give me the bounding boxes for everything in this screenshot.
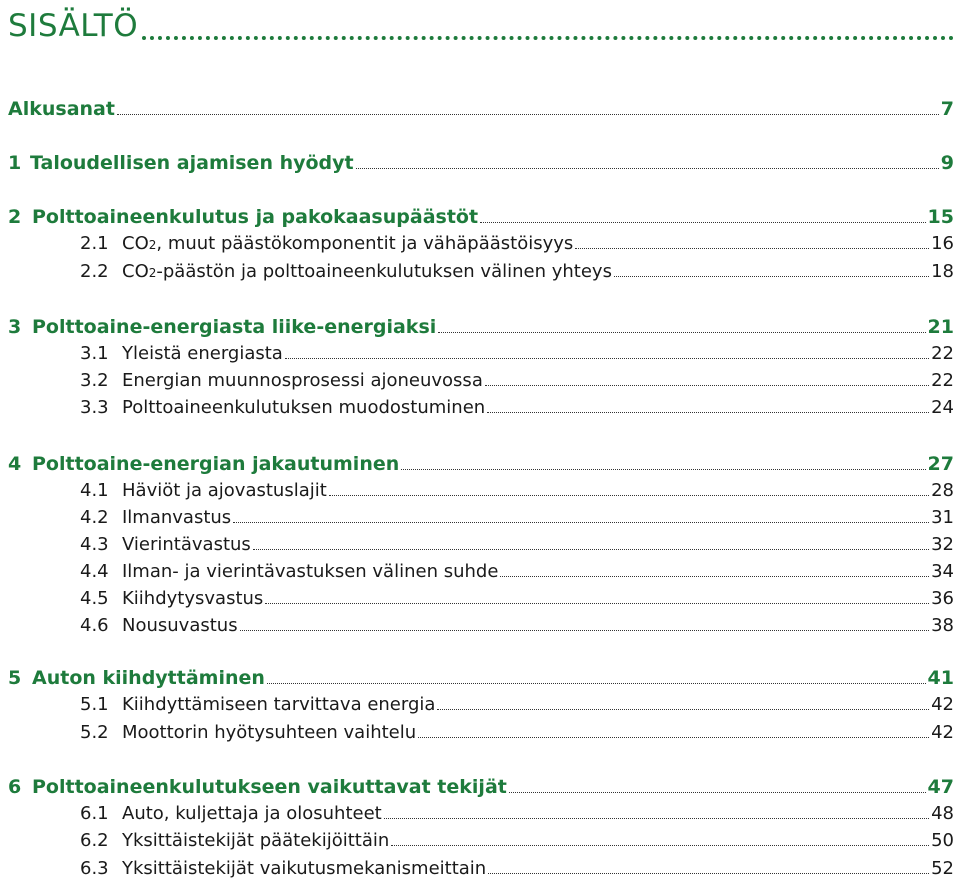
dot-leader <box>575 248 929 249</box>
toc-page-number: 36 <box>931 588 954 609</box>
dot-leader <box>253 549 929 550</box>
toc-entry-4-1[interactable] <box>80 477 954 501</box>
toc-page-number: 41 <box>927 667 954 689</box>
toc-label: Yksittäistekijät vaikutusmekanismeittain <box>122 858 487 879</box>
dot-leader <box>485 385 929 386</box>
toc-label: Yksittäistekijät päätekijöittäin <box>122 830 390 851</box>
toc-entry-chapter-1[interactable] <box>8 148 954 174</box>
toc-label: Vierintävastus <box>122 534 251 555</box>
dot-leader <box>509 792 926 793</box>
toc-entry-6-1[interactable] <box>80 800 954 824</box>
toc-entry-chapter-4[interactable] <box>8 449 954 475</box>
toc-number: 5 <box>8 667 22 689</box>
toc-number: 4.2 <box>80 507 109 528</box>
toc-page-number: 52 <box>931 858 954 879</box>
toc-number: 6 <box>8 776 22 798</box>
toc-entry-chapter-3[interactable] <box>8 312 954 338</box>
toc-entry-4-5[interactable] <box>80 585 954 609</box>
toc-number: 4.4 <box>80 561 109 582</box>
toc-page-number: 38 <box>931 615 954 636</box>
toc-label: Ilmanvastus <box>122 507 232 528</box>
toc-page-number: 27 <box>927 453 954 475</box>
toc-entry-chapter-2[interactable] <box>8 202 954 228</box>
toc-number: 6.3 <box>80 858 109 879</box>
toc-entry-5-2[interactable] <box>80 719 954 743</box>
toc-number: 4.5 <box>80 588 109 609</box>
toc-label: Yleistä energiasta <box>122 343 283 364</box>
toc-label: Kiihdytysvastus <box>122 588 264 609</box>
toc-number: 2 <box>8 206 22 228</box>
toc-page-number: 18 <box>931 261 954 282</box>
dot-leader <box>500 576 929 577</box>
dot-leader <box>267 683 926 684</box>
toc-number: 5.1 <box>80 694 109 715</box>
toc-page-number: 22 <box>931 370 954 391</box>
toc-page-number: 50 <box>931 830 954 851</box>
toc-label: Polttoaine-energiasta liike-energiaksi <box>32 316 437 338</box>
toc-page-number: 32 <box>931 534 954 555</box>
toc-page-number: 28 <box>931 480 954 501</box>
toc-label-subscript: 2 <box>148 238 157 252</box>
toc-number: 3.1 <box>80 343 109 364</box>
dot-leader <box>233 522 929 523</box>
toc-entry-4-6[interactable] <box>80 612 954 636</box>
toc-entry-4-4[interactable] <box>80 558 954 582</box>
page-title: SISÄLTÖ <box>8 8 139 44</box>
toc-number: 5.2 <box>80 722 109 743</box>
toc-entry-4-3[interactable] <box>80 531 954 555</box>
toc-number: 4.6 <box>80 615 109 636</box>
toc-page-number: 42 <box>931 694 954 715</box>
toc-label: Häviöt ja ajovastuslajit <box>122 480 327 501</box>
dot-leader <box>418 737 929 738</box>
toc-entry-2-2[interactable] <box>80 258 954 282</box>
toc-label-co: CO <box>122 233 149 254</box>
dot-leader <box>117 114 939 115</box>
toc-entry-chapter-5[interactable] <box>8 663 954 689</box>
dot-leader <box>384 818 929 819</box>
toc-entry-5-1[interactable] <box>80 691 954 715</box>
toc-entry-foreword[interactable] <box>8 94 954 120</box>
toc-label: Nousuvastus <box>122 615 238 636</box>
dot-leader <box>614 276 929 277</box>
toc-label: Kiihdyttämiseen tarvittava energia <box>122 694 436 715</box>
toc-label: Moottorin hyötysuhteen vaihtelu <box>122 722 417 743</box>
toc-page-number: 48 <box>931 803 954 824</box>
toc-number: 4.1 <box>80 480 109 501</box>
toc-number: 3.3 <box>80 397 109 418</box>
title-dot-leader <box>142 36 954 40</box>
toc-entry-2-1[interactable] <box>80 230 954 254</box>
toc-number: 2.1 <box>80 233 109 254</box>
toc-page-number: 15 <box>927 206 954 228</box>
toc-page-number: 16 <box>931 233 954 254</box>
toc-label: Auto, kuljettaja ja olosuhteet <box>122 803 382 824</box>
toc-number: 4 <box>8 453 22 475</box>
toc-label <box>122 261 612 282</box>
toc-label: Energian muunnosprosessi ajoneuvossa <box>122 370 483 391</box>
toc-label-rest: , muut päästökomponentit ja vähäpäästöisyys <box>156 233 574 254</box>
toc-label: Auton kiihdyttäminen <box>32 667 265 689</box>
toc-number: 3.2 <box>80 370 109 391</box>
toc-label <box>122 233 573 254</box>
dot-leader <box>240 630 930 631</box>
toc-number: 2.2 <box>80 261 109 282</box>
toc-page-number: 31 <box>931 507 954 528</box>
toc-entry-chapter-6[interactable] <box>8 772 954 798</box>
dot-leader <box>265 603 929 604</box>
dot-leader <box>391 845 929 846</box>
toc-label-rest: -päästön ja polttoaineenkulutuksen välinen yhteys <box>156 261 612 282</box>
toc-title-row <box>8 0 954 46</box>
dot-leader <box>488 873 929 874</box>
toc-number: 3 <box>8 316 22 338</box>
toc-number: 6.2 <box>80 830 109 851</box>
toc-label-subscript: 2 <box>148 266 157 280</box>
toc-page-number: 21 <box>927 316 954 338</box>
toc-entry-6-2[interactable] <box>80 827 954 851</box>
toc-label: Polttoaine-energian jakautuminen <box>32 453 400 475</box>
toc-label: Polttoaineenkulutus ja pakokaasupäästöt <box>32 206 479 228</box>
toc-label: Taloudellisen ajamisen hyödyt <box>30 152 354 174</box>
toc-label: Ilman- ja vierintävastuksen välinen suhde <box>122 561 499 582</box>
dot-leader <box>438 332 925 333</box>
toc-number: 1 <box>8 152 22 174</box>
toc-entry-4-2[interactable] <box>80 504 954 528</box>
toc-entry-3-1[interactable] <box>80 340 954 364</box>
dot-leader <box>285 358 929 359</box>
toc-page-number: 7 <box>940 98 954 120</box>
toc-page-number: 9 <box>940 152 954 174</box>
toc-page-number: 24 <box>931 397 954 418</box>
toc-page-number: 42 <box>931 722 954 743</box>
dot-leader <box>487 412 929 413</box>
dot-leader <box>437 709 929 710</box>
toc-label: Alkusanat <box>8 98 115 120</box>
toc-number: 4.3 <box>80 534 109 555</box>
toc-entry-6-3[interactable] <box>80 855 954 879</box>
dot-leader <box>480 222 926 223</box>
toc-label: Polttoaineenkulutuksen muodostuminen <box>122 397 486 418</box>
toc-label: Polttoaineenkulutukseen vaikuttavat tekijät <box>32 776 507 798</box>
toc-number: 6.1 <box>80 803 109 824</box>
toc-entry-3-2[interactable] <box>80 367 954 391</box>
toc-page-number: 47 <box>927 776 954 798</box>
toc-label-co: CO <box>122 261 149 282</box>
toc-page-number: 34 <box>931 561 954 582</box>
dot-leader <box>356 168 939 169</box>
toc-page-number: 22 <box>931 343 954 364</box>
dot-leader <box>329 495 929 496</box>
toc-entry-3-3[interactable] <box>80 394 954 418</box>
dot-leader <box>401 469 925 470</box>
